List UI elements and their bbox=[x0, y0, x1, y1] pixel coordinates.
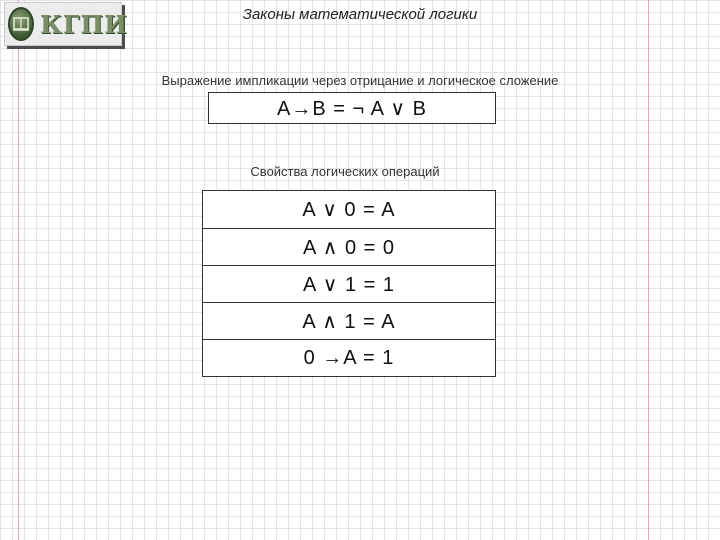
implication-formula: A→B = ¬ A ∨ B bbox=[208, 92, 496, 124]
property-row: A ∨ 0 = A bbox=[302, 199, 396, 221]
properties-table bbox=[202, 190, 496, 377]
implication-caption: Выражение импликации через отрицание и логическое сложение bbox=[161, 73, 559, 88]
property-row: A ∨ 1 = 1 bbox=[203, 265, 495, 302]
property-row: A ∧ 1 = A bbox=[203, 302, 495, 339]
property-row: 0 →A = 1 bbox=[203, 339, 495, 376]
page-title: Законы математической логики bbox=[242, 6, 478, 23]
properties-caption: Свойства логических операций bbox=[250, 164, 440, 179]
property-row: A ∧ 0 = 0 bbox=[203, 228, 495, 265]
logo-text: КГПИ bbox=[40, 9, 128, 39]
